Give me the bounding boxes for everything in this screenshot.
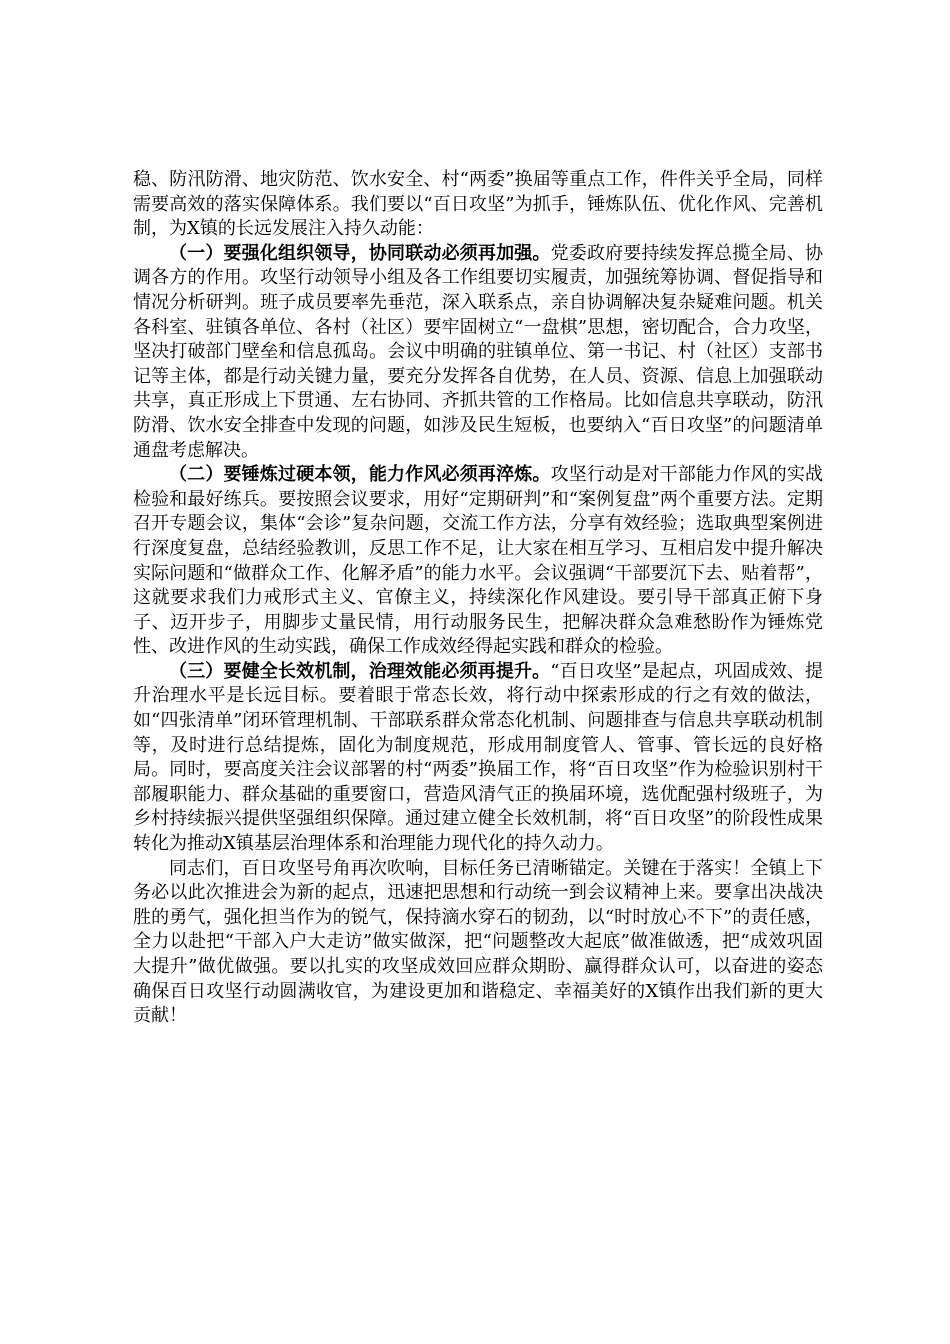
document-page — [133, 168, 823, 1029]
section-body-3: “百日攻坚”是起点，巩固成效、提升治理水平是长远目标。要着眼于常态长效，将行动中探索形成的行之有效的做法，如“四张清单”闭环管理机制、干部联系群众常态化机制、问题排查与信息共享联动机制等，及时进行总结提炼，固化为制度规范，形成用制度管人、管事、管长远的良好格局。同时，要高度关注会议部署的村“两委”换届工作，将“百日攻坚”作为检验识别村干部履职能力、群众基础的重要窗口，营造风清气正的换届环境，选优配强村级班子，为乡村持续振兴提供坚强组织保障。通过建立健全长效机制，将“百日攻坚”的阶段性成果转化为推动X镇基层治理体系和治理能力现代化的持久动力。 — [133, 660, 823, 855]
section-paragraph-1 — [133, 242, 823, 463]
section-body-2: 攻坚行动是对干部能力作风的实战检验和最好练兵。要按照会议要求，用好“定期研判”和“案例复盘”两个重要方法。定期召开专题会议，集体“会诊”复杂问题，交流工作方法，分享有效经验；选取典型案例进行深度复盘，总结经验教训，反思工作不足，让大家在相互学习、互相启发中提升解决实际问题和“做群众工作、化解矛盾”的能力水平。会议强调“干部要沉下去、贴着帮”，这就要求我们力戒形式主义、官僚主义，持续深化作风建设。要引导干部真正俯下身子、迈开步子，用脚步丈量民情，用行动服务民生，把解决群众急难愁盼作为锤炼党性、改进作风的生动实践，确保工作成效经得起实践和群众的检验。 — [133, 464, 824, 658]
section-heading-2: （二）要锤炼过硬本领，能力作风必须再淬炼。 — [169, 464, 551, 486]
section-heading-3: （三）要健全长效机制，治理效能必须再提升。 — [169, 660, 551, 682]
section-paragraph-2 — [133, 463, 823, 660]
intro-paragraph: 稳、防汛防滑、地灾防范、饮水安全、村“两委”换届等重点工作，件件关乎全局，同样需要高效的落实保障体系。我们要以“百日攻坚”为抓手，锤炼队伍、优化作风、完善机制，为X镇的长远发展注入持久动能： — [133, 169, 823, 240]
section-paragraph-3 — [133, 660, 823, 857]
section-heading-1: （一）要强化组织领导，协同联动必须再加强。 — [169, 242, 551, 264]
section-body-1: 党委政府要持续发挥总揽全局、协调各方的作用。攻坚行动领导小组及各工作组要切实履责，加强统筹协调、督促指导和情况分析研判。班子成员要率先垂范，深入联系点，亲自协调解决复杂疑难问题。机关各科室、驻镇各单位、各村（社区）要牢固树立“一盘棋”思想，密切配合，合力攻坚，坚决打破部门壁垒和信息孤岛。会议中明确的驻镇单位、第一书记、村（社区）支部书记等主体，都是行动关键力量，要充分发挥各自优势，在人员、资源、信息上加强联动共享，真正形成上下贯通、左右协同、齐抓共管的工作格局。比如信息共享联动，防汛防滑、饮水安全排查中发现的问题，如涉及民生短板，也要纳入“百日攻坚”的问题清单通盘考虑解决。 — [133, 242, 824, 461]
closing-paragraph: 同志们，百日攻坚号角再次吹响，目标任务已清晰锚定。关键在于落实！全镇上下务必以此次推进会为新的起点，迅速把思想和行动统一到会议精神上来。要拿出决战决胜的勇气，强化担当作为的锐气，保持滴水穿石的韧劲，以“时时放心不下”的责任感，全力以赴把“干部入户大走访”做实做深，把“问题整改大起底”做准做透，把“成效巩固大提升”做优做强。要以扎实的攻坚成效回应群众期盼、赢得群众认可，以奋进的姿态确保百日攻坚行动圆满收官，为建设更加和谐稳定、幸福美好的X镇作出我们新的更大贡献！ — [133, 857, 823, 1027]
